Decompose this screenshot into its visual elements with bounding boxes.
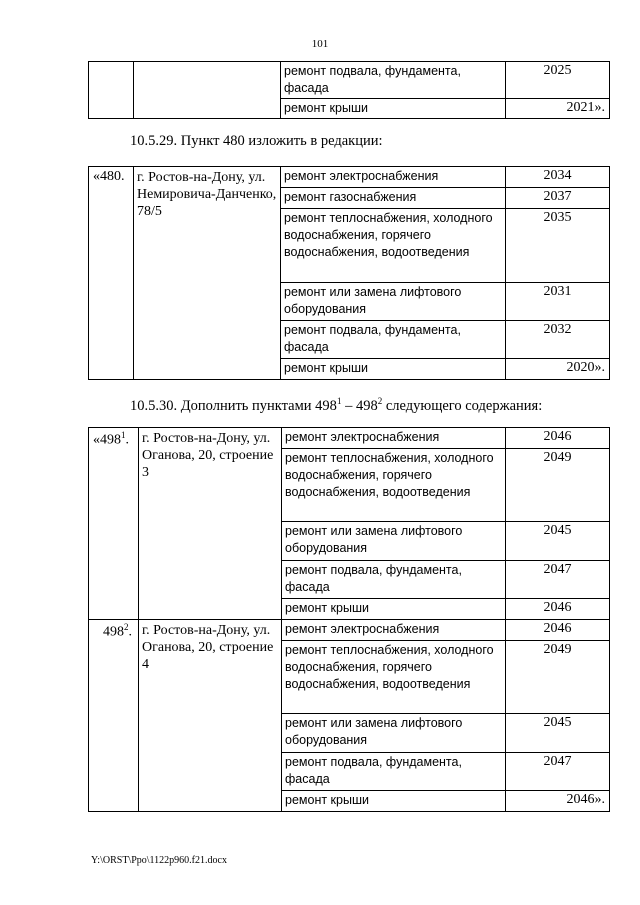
- item-number-cell: [89, 428, 139, 620]
- year-cell: 2045: [506, 714, 610, 753]
- work-cell: ремонт крыши: [282, 791, 506, 812]
- work-cell: ремонт или замена лифтового оборудования: [282, 714, 506, 753]
- year-cell: 2034: [506, 167, 610, 188]
- item-number-suffix: .: [128, 624, 132, 640]
- work-cell: ремонт теплоснабжения, холодного водоснабжения, горячего водоснабжения, водоотведения: [282, 641, 506, 714]
- file-path-footer: Y:\ORST\Ppo\1122p960.f21.docx: [91, 855, 227, 866]
- work-cell: ремонт или замена лифтового оборудования: [281, 283, 506, 321]
- paragraph-10-5-29: 10.5.29. Пункт 480 изложить в редакции:: [130, 133, 383, 149]
- year-cell: 2047: [506, 561, 610, 599]
- address-cell: г. Ростов-на-Дону, ул. Оганова, 20, строение 4: [139, 620, 282, 812]
- address-cell: г. Ростов-на-Дону, ул. Немировича-Данченко, 78/5: [134, 167, 281, 380]
- year-cell: 2020».: [506, 359, 610, 380]
- year-cell: 2045: [506, 522, 610, 561]
- work-cell: ремонт подвала, фундамента, фасада: [281, 321, 506, 359]
- address-cell: [134, 62, 281, 119]
- year-cell: 2025: [506, 62, 610, 99]
- year-cell: 2031: [506, 283, 610, 321]
- year-cell: 2032: [506, 321, 610, 359]
- work-cell: ремонт подвала, фундамента, фасада: [282, 561, 506, 599]
- superscript: 1: [336, 396, 342, 406]
- address-cell: г. Ростов-на-Дону, ул. Оганова, 20, строение 3: [139, 428, 282, 620]
- item-number-suffix: .: [125, 432, 129, 448]
- work-cell: ремонт или замена лифтового оборудования: [282, 522, 506, 561]
- item-number-sup: 1: [121, 430, 126, 440]
- year-cell: 2046: [506, 599, 610, 620]
- page-number: 101: [311, 38, 329, 50]
- year-cell: 2035: [506, 209, 610, 283]
- table-row: [89, 620, 610, 641]
- work-cell: ремонт электроснабжения: [281, 167, 506, 188]
- item-number-sup: 2: [124, 622, 129, 632]
- item-number: 498: [103, 624, 124, 640]
- work-cell: ремонт подвала, фундамента, фасада: [281, 62, 506, 99]
- table-item-480: [88, 166, 610, 380]
- table-continuation: [88, 61, 610, 119]
- work-cell: ремонт теплоснабжения, холодного водоснабжения, горячего водоснабжения, водоотведения: [281, 209, 506, 283]
- table-row: [89, 167, 610, 188]
- work-cell: ремонт подвала, фундамента, фасада: [282, 753, 506, 791]
- table-row: [89, 428, 610, 449]
- item-number-cell: [89, 62, 134, 119]
- year-cell: 2021».: [506, 99, 610, 119]
- superscript: 2: [377, 396, 383, 406]
- paragraph-text: следующего содержания:: [382, 397, 543, 414]
- work-cell: ремонт крыши: [281, 359, 506, 380]
- work-cell: ремонт электроснабжения: [282, 620, 506, 641]
- item-number-cell: «480.: [89, 167, 134, 380]
- year-cell: 2046».: [506, 791, 610, 812]
- paragraph-10-5-30: [130, 396, 542, 415]
- year-cell: 2046: [506, 428, 610, 449]
- paragraph-text: 10.5.30. Дополнить пунктами 498: [130, 397, 337, 414]
- year-cell: 2037: [506, 188, 610, 209]
- work-cell: ремонт теплоснабжения, холодного водоснабжения, горячего водоснабжения, водоотведения: [282, 449, 506, 522]
- year-cell: 2049: [506, 641, 610, 714]
- work-cell: ремонт крыши: [282, 599, 506, 620]
- item-number: «498: [93, 432, 121, 448]
- year-cell: 2047: [506, 753, 610, 791]
- work-cell: ремонт крыши: [281, 99, 506, 119]
- year-cell: 2046: [506, 620, 610, 641]
- year-cell: 2049: [506, 449, 610, 522]
- table-row: [89, 62, 610, 99]
- item-number-cell: [89, 620, 139, 812]
- paragraph-text: – 498: [341, 397, 378, 414]
- work-cell: ремонт газоснабжения: [281, 188, 506, 209]
- work-cell: ремонт электроснабжения: [282, 428, 506, 449]
- table-items-498: [88, 427, 610, 812]
